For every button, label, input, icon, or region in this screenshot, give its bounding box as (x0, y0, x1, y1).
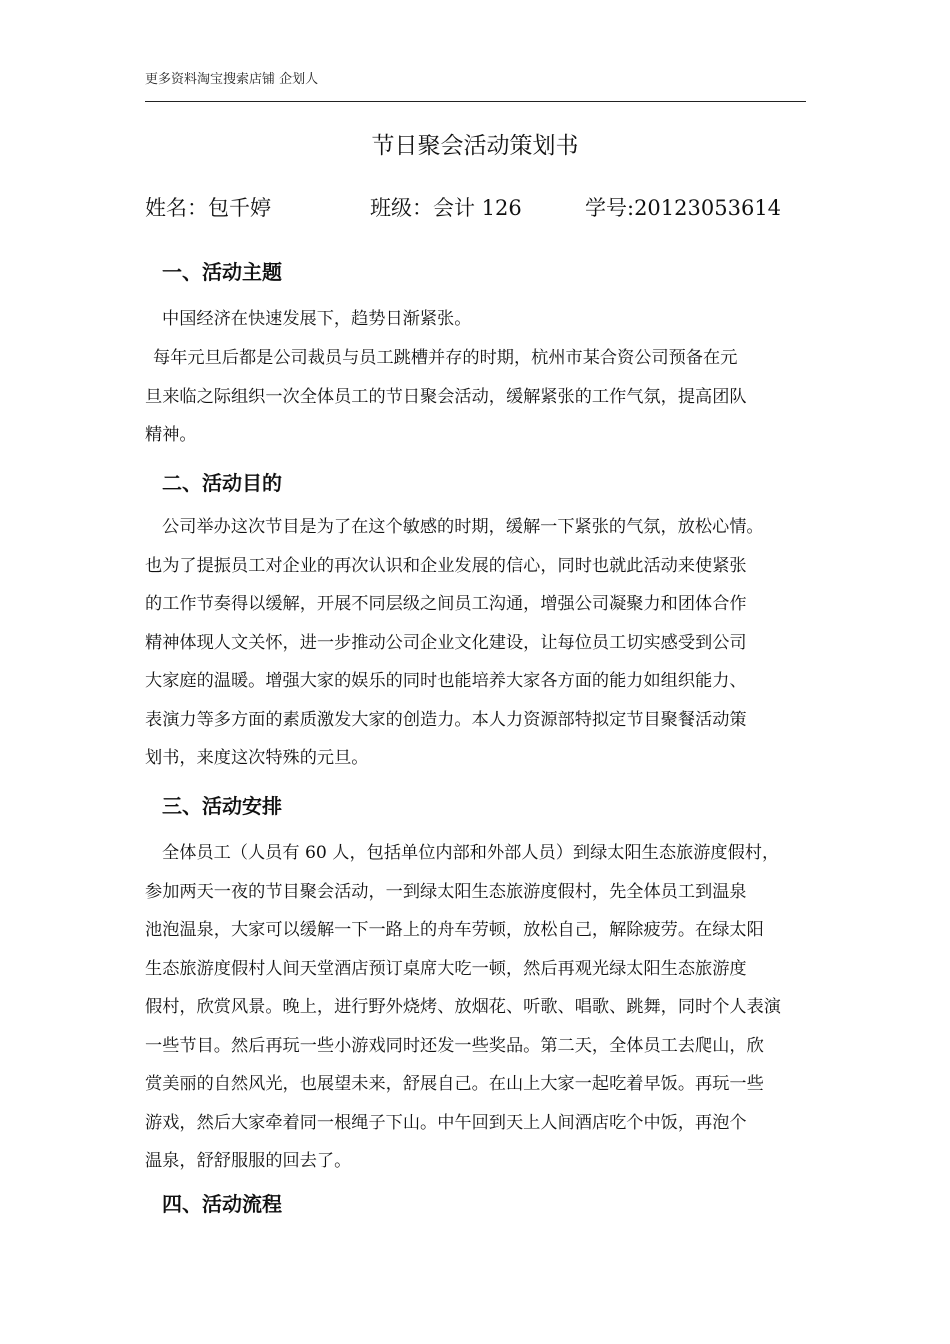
student-id: 学号:20123053614 (585, 196, 782, 220)
header-divider (145, 101, 806, 102)
text-line: 公司举办这次节目是为了在这个敏感的时期，缓解一下紧张的气氛，放松心情。 (162, 517, 764, 537)
text-line: 也为了提振员工对企业的再次认识和企业发展的信心，同时也就此活动来使紧张 (145, 555, 747, 576)
text-line: 池泡温泉，大家可以缓解一下一路上的舟车劳顿，放松自己，解除疲劳。在绿太阳 (145, 920, 764, 940)
paragraph (145, 834, 808, 1181)
text-line: 参加两天一夜的节目聚会活动，一到绿太阳生态旅游度假村，先全体员工到温泉 (145, 881, 747, 902)
text-line: 中国经济在快速发展下，趋势日渐紧张。 (162, 309, 472, 329)
text-line: 每年元旦后都是公司裁员与员工跳槽并存的时期，杭州市某合资公司预备在元 (153, 348, 738, 368)
text-line: 精神体现人文关怀，进一步推动公司企业文化建设，让每位员工切实感受到公司 (145, 632, 747, 653)
section-heading-process: 四、活动流程 (162, 1192, 282, 1216)
section-heading-arrangement: 三、活动安排 (162, 794, 282, 818)
text-line: 划书，来度这次特殊的元旦。 (145, 748, 369, 768)
text-line: 全体员工（人员有 60 人，包括单位内部和外部人员）到绿太阳生态旅游度假村， (162, 843, 780, 863)
student-name: 姓名：包千婷 (145, 196, 271, 220)
paragraph (145, 339, 808, 455)
paragraph (145, 508, 808, 778)
text-line: 生态旅游度假村人间天堂酒店预订桌席大吃一顿，然后再观光绿太阳生态旅游度 (145, 958, 747, 979)
document-title: 节日聚会活动策划书 (371, 133, 579, 159)
text-line: 一些节目。然后再玩一些小游戏同时还发一些奖品。第二天，全体员工去爬山，欣 (145, 1035, 764, 1056)
section-heading-theme: 一、活动主题 (162, 260, 282, 284)
paragraph (162, 300, 825, 339)
page-header: 更多资料淘宝搜索店铺 企划人 (145, 72, 319, 87)
section-heading-purpose: 二、活动目的 (162, 471, 282, 495)
text-line: 赏美丽的自然风光，也展望未来，舒展自己。在山上大家一起吃着早饭。再玩一些 (145, 1074, 764, 1094)
text-line: 旦来临之际组织一次全体员工的节日聚会活动，缓解紧张的工作气氛，提高团队 (145, 386, 747, 407)
text-line: 精神。 (145, 425, 197, 445)
text-line: 的工作节奏得以缓解，开展不同层级之间员工沟通，增强公司凝聚力和团体合作 (145, 594, 747, 614)
student-class: 班级：会计 126 (370, 196, 522, 220)
text-line: 假村，欣赏风景。晚上，进行野外烧烤、放烟花、听歌、唱歌、跳舞，同时个人表演 (145, 997, 781, 1017)
text-line: 大家庭的温暖。增强大家的娱乐的同时也能培养大家各方面的能力如组织能力、 (145, 671, 747, 691)
text-line: 游戏，然后大家牵着同一根绳子下山。中午回到天上人间酒店吃个中饭，再泡个 (145, 1112, 747, 1133)
text-line: 表演力等多方面的素质激发大家的创造力。本人力资源部特拟定节目聚餐活动策 (145, 709, 747, 730)
text-line: 温泉，舒舒服服的回去了。 (145, 1151, 352, 1171)
